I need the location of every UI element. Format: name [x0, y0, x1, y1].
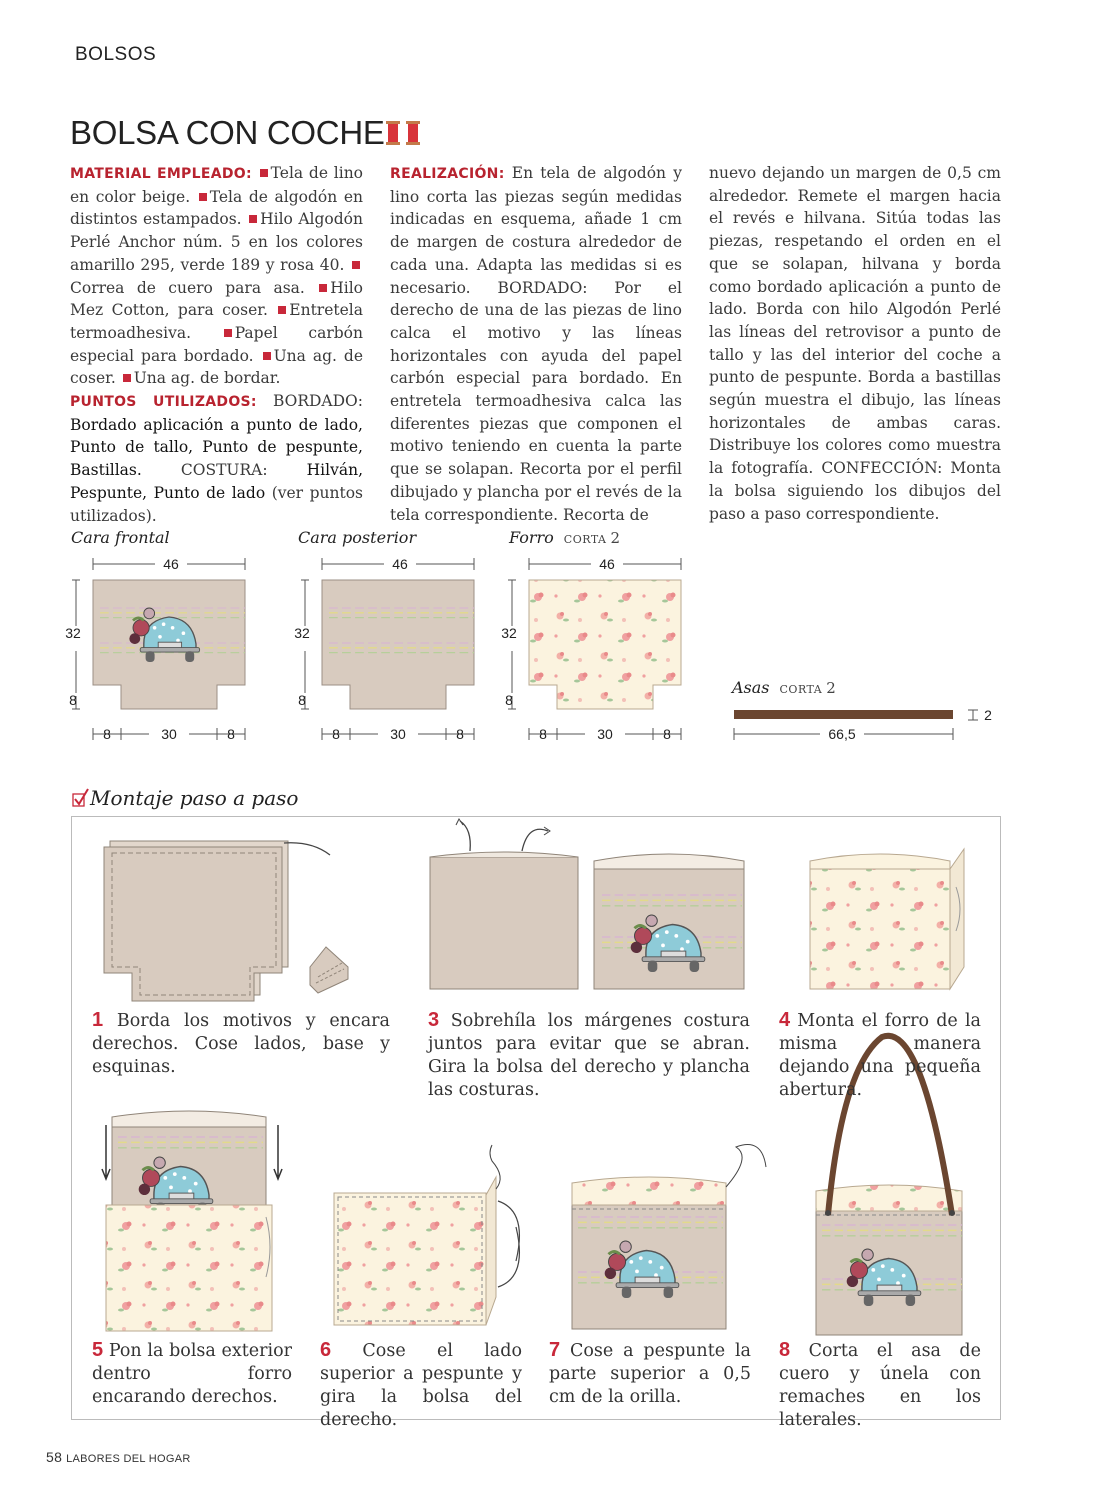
pattern-lining-label [509, 528, 621, 547]
dim-back-width: 46 [392, 556, 408, 572]
lining-qty: 2 [610, 529, 621, 547]
pattern-strap-piece [734, 710, 953, 719]
strap-corta: CORTA [779, 683, 823, 696]
dim-front-height: 32 [65, 625, 81, 641]
step-text: Cose a pespunte la parte superior a 0,5 cm de la orilla. [549, 1341, 751, 1407]
step-7 [549, 1339, 751, 1409]
lining-name: Forro [509, 528, 554, 547]
material-item: Tela de algodón en distintos estampados. [70, 187, 363, 229]
dim-lining-height2: 8 [505, 692, 513, 708]
realizacion-heading: REALIZACIÓN: [390, 166, 505, 182]
steps-panel [71, 816, 1001, 1430]
dim-back-height2: 8 [298, 692, 306, 708]
step-text: Pon la bolsa exterior dentro forro encarando derechos. [92, 1341, 292, 1407]
magazine-name: LABORES DEL HOGAR [66, 1453, 191, 1465]
strap-name: Asas [732, 678, 770, 697]
material-item: Tela de lino en color beige. [70, 164, 364, 206]
step-number: 4 [779, 1009, 791, 1031]
strap-qty: 2 [826, 679, 837, 697]
step4-illustration [810, 849, 964, 989]
dim-back-b1: 8 [332, 726, 340, 742]
stitches-sewing-list: Hilván, Pespunte, Punto de lado [70, 461, 363, 502]
step-text: Borda los motivos y encara derechos. Cose lados, base y esquinas. [92, 1011, 390, 1077]
dim-lining-b2: 30 [597, 726, 613, 742]
stitches-ref: (ver puntos utilizados). [70, 483, 363, 525]
dim-strap-width: 2 [984, 707, 992, 723]
dim-back-b3: 8 [456, 726, 464, 742]
step-text: Cose el lado superior a pespunte y gira la bolsa del derecho. [320, 1341, 522, 1430]
dim-lining-height: 32 [501, 625, 517, 641]
step-illustrations [72, 817, 1002, 1421]
lining-corta: CORTA [563, 533, 607, 546]
step-number: 7 [549, 1339, 561, 1361]
material-item: Una ag. de bordar. [133, 369, 281, 388]
step-1 [92, 1009, 390, 1079]
material-item: Una ag. de coser. [70, 346, 363, 388]
pattern-lining-piece [529, 580, 681, 709]
step-5 [92, 1339, 292, 1409]
pattern-diagrams [0, 548, 1100, 748]
step-text: Monta el forro de la misma manera dejando una pequeña abertura. [779, 1011, 981, 1100]
step-number: 8 [779, 1339, 791, 1361]
dim-back-height: 32 [294, 625, 310, 641]
dim-front-b2: 30 [161, 726, 177, 742]
dim-front-height2: 8 [69, 692, 77, 708]
step-8 [779, 1339, 981, 1432]
step-number: 1 [92, 1009, 104, 1031]
step-text: Sobrehíla los márgenes costura juntos para evitar que se abran. Gira la bolsa del derecho y plancha las costuras. [428, 1011, 750, 1100]
instructions-column-1 [390, 162, 682, 526]
materials-heading: MATERIAL EMPLEADO: [70, 166, 252, 182]
dim-front-width: 46 [163, 556, 179, 572]
instructions-column-2 [709, 162, 1001, 525]
step-4 [779, 1009, 981, 1102]
realizacion-text: En tela de algodón y lino corta las piezas según medidas indicadas en esquema, añade 1 cm de margen de costura alrededor de cada una. Adapta las medidas si es necesario. BORDADO: Por el derecho de una de las piezas de lino calca el motivo y las líneas horizontales con ayuda del papel carbón especial para bordado. En entretela termoadhesiva calca las diferentes piezas que componen el motivo teniendo en cuenta la parte que se solapan. Recorta por el perfil dibujado y plancha por el revés de la tela correspondiente. Recorta de [390, 164, 682, 524]
material-item: Entretela termoadhesiva. [70, 301, 363, 342]
dim-back-b2: 30 [390, 726, 406, 742]
step5-illustration [102, 1111, 282, 1331]
material-item: Correa de cuero para asa. [70, 278, 305, 297]
section-label: BOLSOS [75, 44, 157, 65]
step1-illustration [104, 841, 348, 1001]
step-number: 5 [92, 1339, 104, 1361]
stitches-embroidery-label: BORDADO: [272, 392, 363, 411]
step-3 [428, 1009, 750, 1102]
step-text: Corta el asa de cuero y únela con remaches en los laterales. [779, 1341, 981, 1430]
material-item: Papel carbón especial para bordado. [70, 323, 363, 365]
step6-illustration [334, 1145, 519, 1325]
dim-lining-b3: 8 [663, 726, 671, 742]
stitches-embroidery-list: Bordado aplicación a punto de lado, Punto de tallo, Punto de pespunte, Bastillas. [70, 415, 363, 480]
step-number: 3 [428, 1009, 440, 1031]
pattern-back-piece [322, 580, 474, 709]
dim-front-b1: 8 [103, 726, 111, 742]
materials-column [70, 162, 363, 527]
stitches-heading: PUNTOS UTILIZADOS: [70, 394, 257, 411]
pattern-back-label: Cara posterior [298, 528, 417, 547]
material-item: Hilo Algodón Perlé Anchor núm. 5 en los colores amarillo 295, verde 189 y rosa 40. [70, 210, 363, 274]
stitches-sewing-label: COSTURA: [180, 461, 268, 480]
checkmark-icon [72, 788, 90, 808]
page-title: BOLSA CON COCHE [70, 114, 385, 151]
material-item: Hilo Mez Cotton, para coser. [70, 278, 363, 320]
step-6 [320, 1339, 522, 1432]
step3-illustration [430, 819, 744, 989]
step7-illustration [572, 1145, 766, 1330]
dim-front-b3: 8 [227, 726, 235, 742]
step-number: 6 [320, 1339, 332, 1361]
dim-strap-length: 66,5 [828, 726, 856, 742]
montaje-heading: Montaje paso a paso [90, 786, 299, 810]
page-footer [46, 1449, 191, 1465]
page-number: 58 [46, 1449, 63, 1465]
pattern-front-label: Cara frontal [71, 528, 170, 547]
dim-lining-b1: 8 [539, 726, 547, 742]
dim-lining-width: 46 [599, 556, 615, 572]
confeccion-text: nuevo dejando un margen de 0,5 cm alrededor. Remete el margen hacia el revés e hilvana. Sitúa todas las piezas, respetando el orden en el que se solapan, hilvana y borda como bordado aplicación a punto de lado. Borda con hilo Algodón Perlé las líneas del retrovisor a punto de tallo y las del interior del coche a punto de pespunte. Borda a bastillas según muestra el dibujo, las líneas horizontales de ambas caras. Distribuye los colores como muestra la fotografía. CONFECCIÓN: Monta la bolsa siguiendo los dibujos del paso a paso correspondiente. [709, 164, 1001, 523]
spool-icon [384, 120, 424, 146]
